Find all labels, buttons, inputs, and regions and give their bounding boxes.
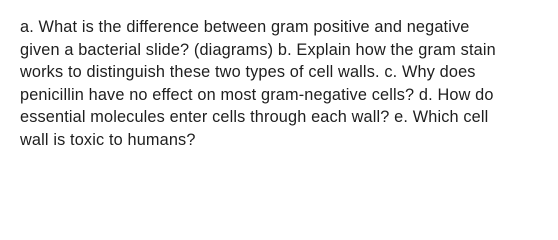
question-line-2: given a bacterial slide? (diagrams) b. Explain how the gram stain — [20, 40, 496, 59]
question-line-5: essential molecules enter cells through each wall? e. Which cell — [20, 108, 489, 127]
question-line-6: wall is toxic to humans? — [20, 130, 196, 149]
question-line-4: penicillin have no effect on most gram-negative cells? d. How do — [20, 85, 494, 104]
question-text — [20, 16, 554, 152]
question-line-3: works to distinguish these two types of cell walls. c. Why does — [20, 63, 476, 82]
question-line-1: a. What is the difference between gram positive and negative — [20, 18, 470, 36]
